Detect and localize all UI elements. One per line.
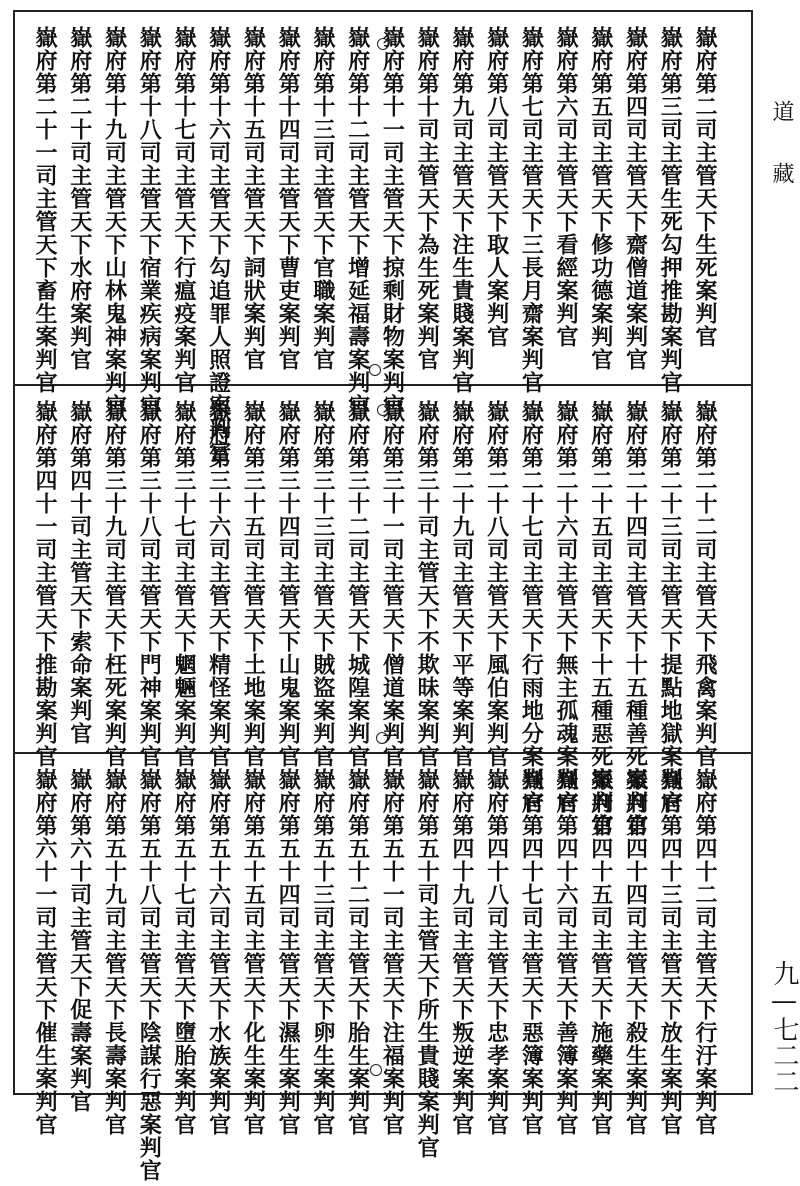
text-column: 嶽府第十七司主管天下行瘟疫案判官 bbox=[170, 26, 197, 394]
text-panel-middle bbox=[15, 386, 751, 837]
text-column: 嶽府第五十司主管天下所生貴賤案判官 bbox=[414, 768, 441, 1159]
text-column: 嶽府第五司主管天下修功德案判官 bbox=[587, 26, 614, 371]
text-column: 嶽府第四十二司主管天下行汙案判官 bbox=[692, 768, 718, 1136]
text-column: 嶽府第二十四司主管天下十五種善死案判官 bbox=[622, 400, 649, 837]
text-column: 嶽府第四十五司主管天下施藥案判官 bbox=[587, 768, 614, 1136]
text-column: 嶽府第二十六司主管天下無主孤魂案判官 bbox=[553, 400, 580, 814]
text-column: 嶽府第六司主管天下看經案判官 bbox=[553, 26, 580, 348]
text-column: 嶽府第三十九司主管天下枉死案判官 bbox=[101, 400, 128, 768]
collection-title: 道藏 bbox=[769, 100, 794, 224]
text-column: 嶽府第四十四司主管天下殺生案判官 bbox=[622, 768, 649, 1136]
text-column: 嶽府第三十八司主管天下門神案判官 bbox=[136, 400, 163, 768]
text-column: 嶽府第三十四司主管天下山鬼案判官 bbox=[275, 400, 302, 768]
circle-mark bbox=[376, 732, 388, 744]
text-column: 嶽府第二十九司主管天下平等案判官 bbox=[448, 400, 475, 768]
circle-mark bbox=[370, 1064, 382, 1076]
text-column: 嶽府第五十七司主管天下墮胎案判官 bbox=[170, 768, 197, 1136]
text-column: 嶽府第三十一司主管天下僧道案判官 bbox=[379, 400, 406, 768]
text-column: 嶽府第九司主管天下注生貴賤案判官 bbox=[448, 26, 475, 394]
text-column: 嶽府第四十八司主管天下忠孝案判官 bbox=[483, 768, 510, 1136]
text-column: 嶽府第十一司主管天下掠剩財物案判官 bbox=[379, 26, 406, 417]
text-column: 嶽府第十九司主管天下山林鬼神案判官 bbox=[101, 26, 128, 417]
text-column: 嶽府第二十五司主管天下十五種惡死案判官 bbox=[587, 400, 614, 837]
text-column: 嶽府第四十三司主管天下放生案判官 bbox=[657, 768, 684, 1136]
text-panel-bottom bbox=[15, 754, 751, 1182]
text-column: 嶽府第十二司主管天下增延福壽案判官 bbox=[344, 26, 371, 417]
circle-mark bbox=[377, 404, 389, 416]
text-column: 嶽府第三十二司主管天下城隍案判官 bbox=[344, 400, 371, 768]
text-column: 嶽府第十五司主管天下詞狀案判官 bbox=[240, 26, 267, 371]
text-column: 嶽府第四十九司主管天下叛逆案判官 bbox=[448, 768, 475, 1136]
text-column: 嶽府第六十司主管天下促壽案判官 bbox=[66, 768, 93, 1113]
text-column: 嶽府第十司主管天下為生死案判官 bbox=[414, 26, 441, 371]
text-column: 嶽府第二十司主管天下水府案判官 bbox=[66, 26, 93, 371]
text-column: 嶽府第五十五司主管天下化生案判官 bbox=[240, 768, 267, 1136]
text-column: 嶽府第十三司主管天下官職案判官 bbox=[309, 26, 336, 371]
text-column: 嶽府第六十一司主管天下催生案判官 bbox=[32, 768, 58, 1136]
text-column: 嶽府第十六司主管天下勾追罪人照證案判官 bbox=[205, 26, 232, 463]
text-column: 嶽府第三十五司主管天下土地案判官 bbox=[240, 400, 267, 768]
circle-mark bbox=[369, 364, 381, 376]
text-column: 嶽府第五十三司主管天下卵生案判官 bbox=[309, 768, 336, 1136]
text-column: 嶽府第七司主管天下三長月齋案判官 bbox=[518, 26, 545, 394]
text-column: 嶽府第四十六司主管天下善簿案判官 bbox=[553, 768, 580, 1136]
text-column: 嶽府第四十七司主管天下惡簿案判官 bbox=[518, 768, 545, 1136]
text-column: 嶽府第十八司主管天下宿業疾病案判官 bbox=[136, 26, 163, 417]
text-column: 嶽府第五十四司主管天下濕生案判官 bbox=[275, 768, 302, 1136]
text-column: 嶽府第五十一司主管天下注福案判官 bbox=[379, 768, 406, 1136]
text-column: 嶽府第三十司主管天下不欺昧案判官 bbox=[414, 400, 441, 768]
text-column: 嶽府第二十二司主管天下飛禽案判官 bbox=[692, 400, 718, 768]
page-number: 九—七二二 bbox=[769, 960, 799, 1094]
text-column: 嶽府第十四司主管天下曹吏案判官 bbox=[275, 26, 302, 371]
text-column: 嶽府第二十一司主管天下畜生案判官 bbox=[32, 26, 58, 394]
text-column: 嶽府第五十六司主管天下水族案判官 bbox=[205, 768, 232, 1136]
text-column: 嶽府第二十七司主管天下行雨地分案判官 bbox=[518, 400, 545, 814]
text-column: 嶽府第三十六司主管天下精怪案判官 bbox=[205, 400, 232, 768]
text-column: 嶽府第二司主管天下生死案判官 bbox=[692, 26, 718, 348]
text-column: 嶽府第二十三司主管天下提點地獄案判官 bbox=[657, 400, 684, 814]
text-panel-top bbox=[15, 12, 751, 463]
text-column: 嶽府第五十九司主管天下長壽案判官 bbox=[101, 768, 128, 1136]
text-column: 嶽府第五十八司主管天下陰謀行惡案判官 bbox=[136, 768, 163, 1182]
text-column: 嶽府第三司主管生死勾押推勘案判官 bbox=[657, 26, 684, 394]
text-column: 嶽府第四司主管天下齋僧道案判官 bbox=[622, 26, 649, 371]
text-column: 嶽府第四十司主管天下索命案判官 bbox=[66, 400, 93, 745]
text-column: 嶽府第二十八司主管天下風伯案判官 bbox=[483, 400, 510, 768]
text-column: 嶽府第三十七司主管天下魍魎案判官 bbox=[170, 400, 197, 768]
text-column: 嶽府第三十三司主管天下賊盜案判官 bbox=[309, 400, 336, 768]
text-column: 嶽府第四十一司主管天下推勘案判官 bbox=[32, 400, 58, 768]
text-column: 嶽府第五十二司主管天下胎生案判官 bbox=[344, 768, 371, 1136]
circle-mark bbox=[377, 38, 389, 50]
text-column: 嶽府第八司主管天下取人案判官 bbox=[483, 26, 510, 348]
